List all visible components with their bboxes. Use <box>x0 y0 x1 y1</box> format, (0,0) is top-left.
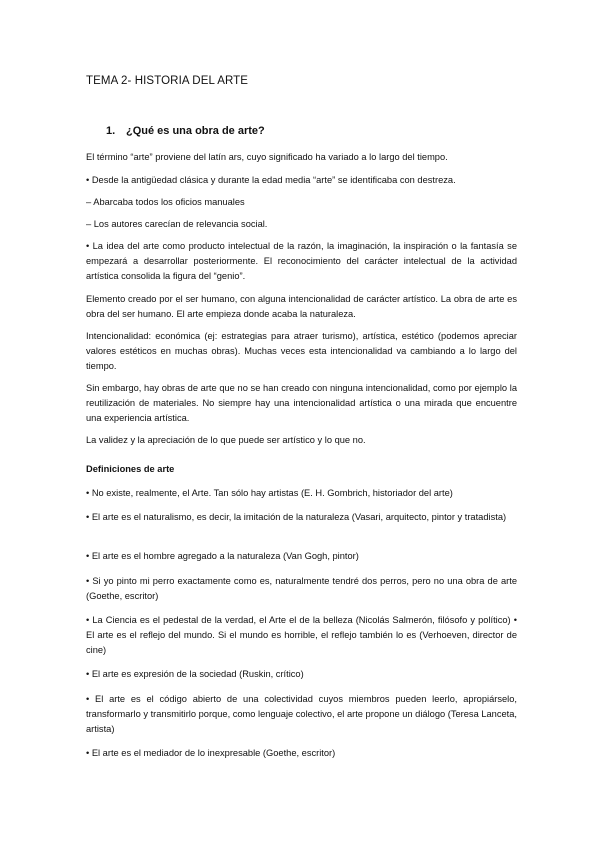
paragraph: Sin embargo, hay obras de arte que no se han creado con ninguna intencionalidad, como por ejemplo la reutilización de materiales. No siempre hay una intencionalidad artística o una mirada que encuentre una experiencia artística. <box>86 383 517 423</box>
section-number: 1. <box>106 125 116 137</box>
paragraph: Intencionalidad: económica (ej: estrategias para atraer turismo), artística, estético (podemos apreciar valores estéticos en muchas obras). Muchas veces esta intencionalidad va cambiando a lo largo del tiempo. <box>86 331 517 371</box>
paragraph: El término “arte” proviene del latín ars, cuyo significado ha variado a lo largo del tiempo. <box>86 152 448 162</box>
section-heading-text: ¿Qué es una obra de arte? <box>126 125 265 137</box>
paragraph: Elemento creado por el ser humano, con alguna intencionalidad de carácter artístico. La obra de arte es obra del ser humano. El arte empieza donde acaba la naturaleza. <box>86 294 517 319</box>
paragraph: La validez y la apreciación de lo que puede ser artístico y lo que no. <box>86 435 366 445</box>
dash-item: – Los autores carecían de relevancia social. <box>86 219 268 229</box>
definition-item: • El arte es el hombre agregado a la naturaleza (Van Gogh, pintor) <box>86 551 359 561</box>
page-title: TEMA 2- HISTORIA DEL ARTE <box>86 75 249 87</box>
definition-item: • La Ciencia es el pedestal de la verdad, el Arte el de la belleza (Nicolás Salmerón, filósofo y político) • El arte es el reflejo del mundo. Si el mundo es horrible, el reflejo también lo es (Verhoeven, director de cine) <box>86 615 517 655</box>
dash-item: – Abarcaba todos los oficios manuales <box>86 197 245 207</box>
definition-item: • El arte es el naturalismo, es decir, la imitación de la naturaleza (Vasari, arquitecto, pintor y tratadista) <box>86 512 507 522</box>
bullet-item: • La idea del arte como producto intelectual de la razón, la imaginación, la inspiración o la fantasía se empezará a desarrollar posteriormente. El reconocimiento del carácter intelectual de la actividad artística consolida la figura del “genio”. <box>86 241 517 281</box>
definition-item: • Si yo pinto mi perro exactamente como es, naturalmente tendré dos perros, pero no una obra de arte (Goethe, escritor) <box>86 576 517 601</box>
section-heading <box>106 125 265 137</box>
definition-item: • El arte es el mediador de lo inexpresable (Goethe, escritor) <box>86 748 336 758</box>
definition-item: • El arte es el código abierto de una colectividad cuyos miembros pueden leerlo, apropiárselo, transformarlo y transmitirlo porque, como lenguaje colectivo, el arte propone un diálogo (Teresa Lanceta, artista) <box>86 694 517 734</box>
definition-item: • El arte es expresión de la sociedad (Ruskin, crítico) <box>86 669 304 679</box>
definitions-heading: Definiciones de arte <box>86 464 175 474</box>
bullet-item: • Desde la antigüedad clásica y durante la edad media “arte” se identificaba con destreza. <box>86 175 456 185</box>
definition-item: • No existe, realmente, el Arte. Tan sólo hay artistas (E. H. Gombrich, historiador del arte) <box>86 488 453 498</box>
